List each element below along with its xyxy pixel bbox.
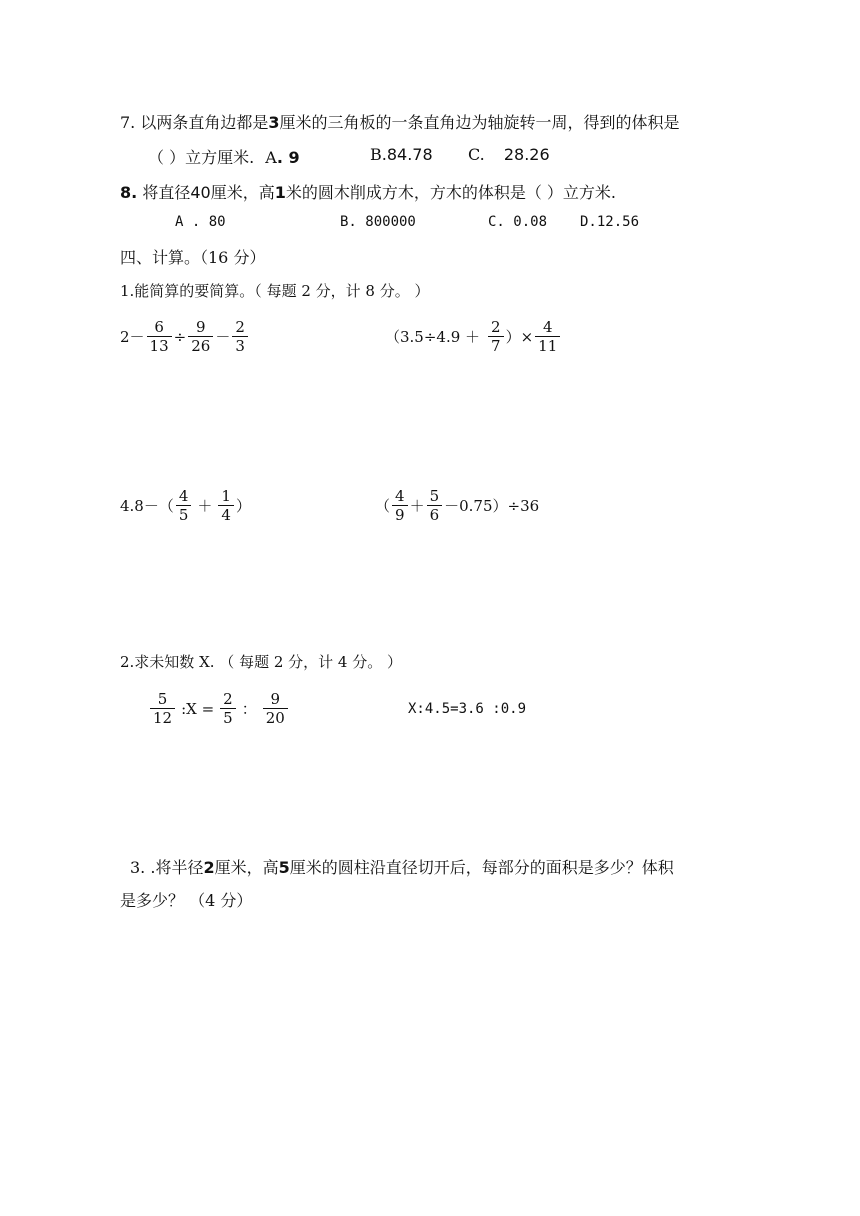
q7-option-c-value: 28.26 (503, 145, 550, 164)
q7-option-b-value: 84.78 (386, 145, 433, 164)
e4-fraction-2: $\frac{5}{6}$ (427, 487, 443, 524)
e4-op-1: ＋ (409, 497, 425, 515)
q8-option-a: A . 80 (175, 214, 226, 230)
q3-text-a: 厘米，高 (214, 858, 279, 877)
q7-option-a-label: A (265, 148, 277, 167)
q8-number: 8. (120, 183, 138, 202)
q7-number: 7. (120, 113, 136, 132)
e2-close: ）× (505, 328, 534, 346)
q7-option-b (370, 145, 433, 164)
eq1-colon: ： (241, 700, 257, 718)
q7-blank: （ ）立方厘米. (148, 148, 255, 167)
e3-fraction-1: $\frac{4}{5}$ (176, 487, 192, 524)
e4-fraction-1: $\frac{4}{9}$ (392, 487, 408, 524)
q8-text-a: 将直径 (142, 183, 191, 202)
section-4-heading: 四、计算。（16 分） (120, 248, 266, 267)
q7-option-c-label: C. (468, 145, 485, 164)
eq1-fraction-3: $\frac{9}{20}$ (263, 690, 288, 727)
part1-expression-2 (385, 318, 562, 355)
e2-fraction-1: $\frac{2}{7}$ (488, 318, 504, 355)
part2-heading: 2.求未知数 X. （ 每题 2 分，计 4 分。 ） (120, 653, 402, 671)
part1-heading: 1.能简算的要简算。（ 每题 2 分，计 8 分。 ） (120, 282, 430, 300)
q3-number: 3. .将半径 (130, 858, 204, 877)
q8-value-a: 40 (190, 183, 211, 202)
e3-fraction-2: $\frac{1}{4}$ (218, 487, 234, 524)
e1-fraction-3: $\frac{2}{3}$ (232, 318, 248, 355)
q7-line2 (148, 145, 300, 168)
q7-option-b-label: B. (370, 145, 387, 164)
e2-fraction-2: $\frac{4}{11}$ (535, 318, 560, 355)
part2-equation-2: X:4.5=3.6 :0.9 (408, 701, 527, 717)
e3-lead: 4.8－（ (120, 497, 174, 515)
e4-lead: （ (375, 497, 391, 515)
e2-lead: （3.5÷4.9 ＋ (385, 328, 481, 346)
part1-expression-3 (120, 487, 251, 524)
e1-op-2: － (215, 328, 231, 346)
q8-text-b: 厘米，高 (210, 183, 275, 202)
q8-option-b: B. 800000 (340, 214, 416, 230)
eq1-mid: :X = (181, 699, 215, 718)
q3-line2: 是多少？ （4 分） (120, 891, 253, 910)
q8-text-c: 米的圆木削成方木，方木的体积是（ ）立方米. (285, 183, 617, 202)
q7-text-a: 以两条直角边都是 (140, 113, 269, 132)
e3-close: ） (235, 497, 251, 515)
q8-line1 (120, 180, 616, 203)
q3-value-b: 5 (278, 858, 290, 877)
eq1-fraction-2: $\frac{2}{5}$ (220, 690, 236, 727)
eq1-fraction-1: $\frac{5}{12}$ (150, 690, 175, 727)
part1-expression-1 (120, 318, 250, 355)
q8-option-c: C. 0.08 (488, 214, 548, 230)
e3-op-1: ＋ (197, 497, 213, 515)
e4-tail: －0.75）÷36 (444, 497, 540, 515)
e1-fraction-1: $\frac{6}{13}$ (147, 318, 172, 355)
q8-value-b: 1 (274, 183, 286, 202)
q7-line1 (120, 110, 680, 133)
q7-text-b: 厘米的三角板的一条直角边为轴旋转一周，得到的体积是 (279, 113, 680, 132)
e1-fraction-2: $\frac{9}{26}$ (188, 318, 213, 355)
e1-lead: 2－ (120, 328, 145, 346)
q7-value-a: 3 (268, 113, 280, 132)
q3-line1 (130, 855, 674, 878)
q8-option-d: D.12.56 (580, 214, 640, 230)
q7-option-c (468, 145, 550, 164)
q3-text-b: 厘米的圆柱沿直径切开后，每部分的面积是多少？体积 (289, 858, 674, 877)
q7-option-a-value: . 9 (276, 148, 300, 167)
e1-op-1: ÷ (173, 327, 187, 346)
part1-expression-4 (375, 487, 539, 524)
part2-equation-1 (148, 690, 290, 727)
q3-value-a: 2 (203, 858, 215, 877)
